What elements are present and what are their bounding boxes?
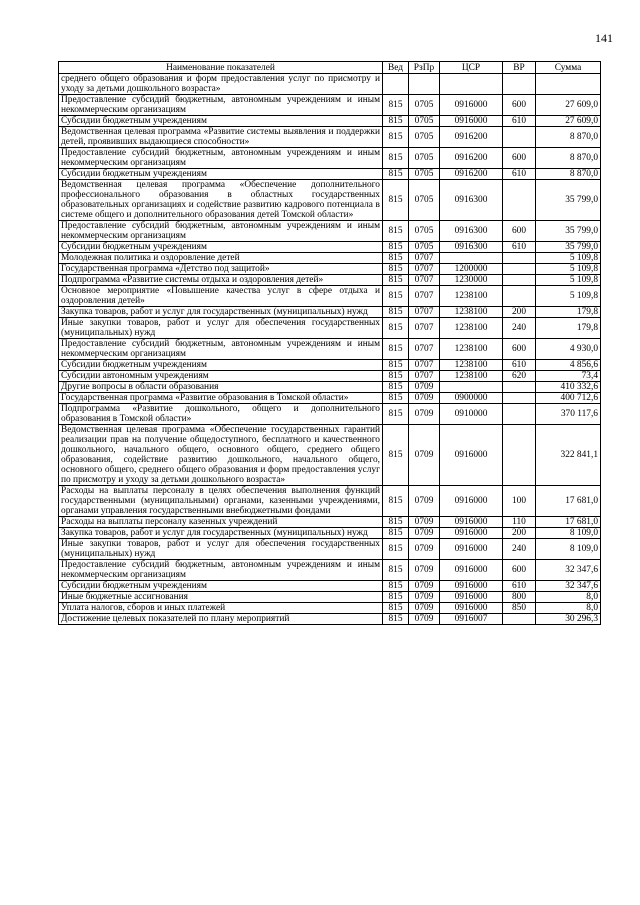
cell-csr: 0916000 bbox=[440, 517, 503, 528]
cell-vr: 200 bbox=[503, 528, 536, 539]
cell-csr: 0916000 bbox=[440, 581, 503, 592]
cell-name: Предоставление субсидий бюджетным, автономным учреждениям и иным некоммерческим организациям bbox=[59, 560, 383, 581]
cell-rzpr: 0707 bbox=[409, 339, 440, 360]
cell-csr: 0916000 bbox=[440, 539, 503, 560]
cell-csr: 0916000 bbox=[440, 560, 503, 581]
cell-ved: 815 bbox=[383, 264, 409, 275]
cell-sum: 8 870,0 bbox=[536, 148, 601, 169]
cell-ved: 815 bbox=[383, 169, 409, 180]
cell-name: Иные закупки товаров, работ и услуг для обеспечения государственных (муниципальных) нужд bbox=[59, 318, 383, 339]
cell-csr: 0916300 bbox=[440, 242, 503, 253]
cell-rzpr: 0709 bbox=[409, 592, 440, 603]
cell-vr bbox=[503, 382, 536, 393]
cell-vr bbox=[503, 425, 536, 486]
table-row bbox=[59, 148, 601, 169]
cell-sum: 8,0 bbox=[536, 603, 601, 614]
cell-csr: 0916200 bbox=[440, 127, 503, 148]
cell-sum: 35 799,0 bbox=[536, 242, 601, 253]
table-row bbox=[59, 95, 601, 116]
cell-ved: 815 bbox=[383, 528, 409, 539]
cell-csr: 1238100 bbox=[440, 318, 503, 339]
cell-sum: 8 109,0 bbox=[536, 539, 601, 560]
cell-sum: 322 841,1 bbox=[536, 425, 601, 486]
cell-sum: 17 681,0 bbox=[536, 517, 601, 528]
cell-rzpr: 0709 bbox=[409, 517, 440, 528]
cell-name: Иные бюджетные ассигнования bbox=[59, 592, 383, 603]
cell-name: Иные закупки товаров, работ и услуг для обеспечения государственных (муниципальных) нужд bbox=[59, 539, 383, 560]
cell-name: Молодежная политика и оздоровление детей bbox=[59, 253, 383, 264]
cell-sum: 27 609,0 bbox=[536, 116, 601, 127]
cell-vr bbox=[503, 286, 536, 307]
cell-ved: 815 bbox=[383, 603, 409, 614]
cell-sum: 8 109,0 bbox=[536, 528, 601, 539]
cell-vr: 600 bbox=[503, 221, 536, 242]
header-rzpr: РзПр bbox=[409, 62, 440, 74]
cell-name: Закупка товаров, работ и услуг для государственных (муниципальных) нужд bbox=[59, 307, 383, 318]
cell-ved: 815 bbox=[383, 560, 409, 581]
cell-vr: 610 bbox=[503, 242, 536, 253]
cell-ved: 815 bbox=[383, 116, 409, 127]
cell-ved: 815 bbox=[383, 393, 409, 404]
cell-sum: 17 681,0 bbox=[536, 486, 601, 517]
cell-rzpr: 0707 bbox=[409, 371, 440, 382]
cell-rzpr: 0707 bbox=[409, 318, 440, 339]
header-name: Наименование показателей bbox=[59, 62, 383, 74]
cell-csr: 1200000 bbox=[440, 264, 503, 275]
table-row bbox=[59, 307, 601, 318]
cell-sum: 410 332,6 bbox=[536, 382, 601, 393]
cell-rzpr: 0709 bbox=[409, 486, 440, 517]
cell-vr bbox=[503, 393, 536, 404]
table-row bbox=[59, 180, 601, 221]
table-row bbox=[59, 264, 601, 275]
cell-name: Предоставление субсидий бюджетным, автономным учреждениям и иным некоммерческим организациям bbox=[59, 339, 383, 360]
cell-name: Ведомственная целевая программа «Обеспечение государственных гарантий реализации прав на получение общедоступного, бесплатного и качественного дошкольного, начального общего, основного общего, среднего общего образования, содействие развитию дошкольного, начального общего, основного общего, среднего общего образования и форм предоставления услуг по присмотру и уходу за детьми дошкольного возраста» bbox=[59, 425, 383, 486]
cell-ved: 815 bbox=[383, 371, 409, 382]
cell-vr: 600 bbox=[503, 95, 536, 116]
cell-ved: 815 bbox=[383, 286, 409, 307]
cell-csr: 0916000 bbox=[440, 95, 503, 116]
cell-csr: 1238100 bbox=[440, 339, 503, 360]
cell-name: Предоставление субсидий бюджетным, автономным учреждениям и иным некоммерческим организациям bbox=[59, 221, 383, 242]
cell-name: среднего общего образования и форм предоставления услуг по присмотру и уходу за детьми дошкольного возраста» bbox=[59, 74, 383, 95]
cell-csr: 0910000 bbox=[440, 404, 503, 425]
cell-ved: 815 bbox=[383, 539, 409, 560]
cell-sum: 4 856,6 bbox=[536, 360, 601, 371]
cell-rzpr: 0709 bbox=[409, 539, 440, 560]
cell-rzpr: 0709 bbox=[409, 382, 440, 393]
cell-name: Ведомственная целевая программа «Обеспечение дополнительного профессионального образования в областных государственных образовательных организациях и содействие развитию кадрового потенциала в системе общего и дополнительного образования детей Томской области» bbox=[59, 180, 383, 221]
cell-csr bbox=[440, 74, 503, 95]
cell-sum: 73,4 bbox=[536, 371, 601, 382]
table-row bbox=[59, 592, 601, 603]
cell-csr: 1238100 bbox=[440, 360, 503, 371]
cell-name: Ведомственная целевая программа «Развитие системы выявления и поддержки детей, проявивших выдающиеся способности» bbox=[59, 127, 383, 148]
cell-sum: 8 870,0 bbox=[536, 127, 601, 148]
budget-table bbox=[58, 61, 601, 625]
cell-rzpr: 0705 bbox=[409, 116, 440, 127]
cell-rzpr bbox=[409, 74, 440, 95]
table-row bbox=[59, 371, 601, 382]
table-row bbox=[59, 221, 601, 242]
cell-vr: 610 bbox=[503, 581, 536, 592]
cell-csr: 0916200 bbox=[440, 148, 503, 169]
cell-csr: 0916007 bbox=[440, 614, 503, 625]
cell-rzpr: 0707 bbox=[409, 360, 440, 371]
cell-vr bbox=[503, 275, 536, 286]
cell-csr: 0900000 bbox=[440, 393, 503, 404]
cell-vr: 850 bbox=[503, 603, 536, 614]
cell-vr: 610 bbox=[503, 360, 536, 371]
cell-name: Субсидии бюджетным учреждениям bbox=[59, 360, 383, 371]
cell-sum: 370 117,6 bbox=[536, 404, 601, 425]
cell-name: Субсидии автономным учреждениям bbox=[59, 371, 383, 382]
cell-csr: 1238100 bbox=[440, 307, 503, 318]
cell-vr bbox=[503, 127, 536, 148]
cell-name: Субсидии бюджетным учреждениям bbox=[59, 242, 383, 253]
table-row bbox=[59, 393, 601, 404]
cell-ved: 815 bbox=[383, 360, 409, 371]
cell-rzpr: 0705 bbox=[409, 127, 440, 148]
cell-rzpr: 0707 bbox=[409, 264, 440, 275]
cell-rzpr: 0707 bbox=[409, 253, 440, 264]
cell-vr: 600 bbox=[503, 560, 536, 581]
cell-vr: 600 bbox=[503, 148, 536, 169]
cell-rzpr: 0705 bbox=[409, 95, 440, 116]
cell-rzpr: 0709 bbox=[409, 614, 440, 625]
table-row bbox=[59, 404, 601, 425]
cell-vr bbox=[503, 264, 536, 275]
cell-ved bbox=[383, 74, 409, 95]
table-row bbox=[59, 581, 601, 592]
table-row bbox=[59, 116, 601, 127]
cell-sum: 32 347,6 bbox=[536, 560, 601, 581]
table-row bbox=[59, 169, 601, 180]
cell-ved: 815 bbox=[383, 404, 409, 425]
table-row bbox=[59, 318, 601, 339]
cell-sum: 4 930,0 bbox=[536, 339, 601, 360]
table-row bbox=[59, 486, 601, 517]
table-row bbox=[59, 528, 601, 539]
cell-vr bbox=[503, 253, 536, 264]
cell-rzpr: 0709 bbox=[409, 603, 440, 614]
table-row bbox=[59, 425, 601, 486]
cell-rzpr: 0709 bbox=[409, 404, 440, 425]
cell-csr: 0916000 bbox=[440, 528, 503, 539]
cell-rzpr: 0709 bbox=[409, 581, 440, 592]
table-row bbox=[59, 382, 601, 393]
cell-vr: 240 bbox=[503, 539, 536, 560]
cell-sum: 400 712,6 bbox=[536, 393, 601, 404]
cell-csr: 0916300 bbox=[440, 221, 503, 242]
cell-vr: 610 bbox=[503, 169, 536, 180]
cell-csr: 0916300 bbox=[440, 180, 503, 221]
cell-csr: 0916000 bbox=[440, 592, 503, 603]
cell-vr: 600 bbox=[503, 339, 536, 360]
cell-rzpr: 0707 bbox=[409, 275, 440, 286]
cell-ved: 815 bbox=[383, 242, 409, 253]
cell-ved: 815 bbox=[383, 307, 409, 318]
table-row bbox=[59, 127, 601, 148]
cell-sum: 5 109,8 bbox=[536, 275, 601, 286]
cell-rzpr: 0709 bbox=[409, 425, 440, 486]
cell-vr: 800 bbox=[503, 592, 536, 603]
cell-rzpr: 0707 bbox=[409, 307, 440, 318]
cell-vr: 610 bbox=[503, 116, 536, 127]
table-header-row bbox=[59, 62, 601, 74]
cell-vr: 620 bbox=[503, 371, 536, 382]
header-ved: Вед bbox=[383, 62, 409, 74]
cell-name: Уплата налогов, сборов и иных платежей bbox=[59, 603, 383, 614]
cell-sum: 5 109,8 bbox=[536, 253, 601, 264]
cell-vr bbox=[503, 180, 536, 221]
cell-vr bbox=[503, 614, 536, 625]
cell-csr: 1230000 bbox=[440, 275, 503, 286]
cell-csr: 1238100 bbox=[440, 286, 503, 307]
cell-csr: 0916000 bbox=[440, 486, 503, 517]
cell-csr: 0916000 bbox=[440, 603, 503, 614]
cell-ved: 815 bbox=[383, 486, 409, 517]
table-row bbox=[59, 339, 601, 360]
table-row bbox=[59, 360, 601, 371]
cell-name: Предоставление субсидий бюджетным, автономным учреждениям и иным некоммерческим организациям bbox=[59, 148, 383, 169]
header-sum: Сумма bbox=[536, 62, 601, 74]
table-row bbox=[59, 539, 601, 560]
cell-sum: 27 609,0 bbox=[536, 95, 601, 116]
cell-ved: 815 bbox=[383, 221, 409, 242]
cell-rzpr: 0705 bbox=[409, 169, 440, 180]
cell-sum: 35 799,0 bbox=[536, 180, 601, 221]
page-number: 141 bbox=[595, 31, 613, 45]
cell-name: Расходы на выплаты персоналу казенных учреждений bbox=[59, 517, 383, 528]
cell-sum: 179,8 bbox=[536, 307, 601, 318]
cell-rzpr: 0709 bbox=[409, 560, 440, 581]
cell-ved: 815 bbox=[383, 517, 409, 528]
cell-vr: 240 bbox=[503, 318, 536, 339]
cell-ved: 815 bbox=[383, 581, 409, 592]
cell-name: Основное мероприятие «Повышение качества услуг в сфере отдыха и оздоровления детей» bbox=[59, 286, 383, 307]
header-vr: ВР bbox=[503, 62, 536, 74]
cell-name: Закупка товаров, работ и услуг для государственных (муниципальных) нужд bbox=[59, 528, 383, 539]
cell-ved: 815 bbox=[383, 425, 409, 486]
cell-sum bbox=[536, 74, 601, 95]
table-row bbox=[59, 560, 601, 581]
cell-rzpr: 0705 bbox=[409, 221, 440, 242]
cell-name: Предоставление субсидий бюджетным, автономным учреждениям и иным некоммерческим организациям bbox=[59, 95, 383, 116]
cell-name: Достижение целевых показателей по плану мероприятий bbox=[59, 614, 383, 625]
header-csr: ЦСР bbox=[440, 62, 503, 74]
cell-vr bbox=[503, 74, 536, 95]
table-row bbox=[59, 614, 601, 625]
cell-csr: 1238100 bbox=[440, 371, 503, 382]
cell-name: Другие вопросы в области образования bbox=[59, 382, 383, 393]
table-row bbox=[59, 74, 601, 95]
cell-csr: 0916200 bbox=[440, 169, 503, 180]
cell-vr: 100 bbox=[503, 486, 536, 517]
table-row bbox=[59, 253, 601, 264]
cell-ved: 815 bbox=[383, 339, 409, 360]
cell-name: Расходы на выплаты персоналу в целях обеспечения выполнения функций государственными (муниципальными) органами, казенными учреждениями, органами управления государственными внебюджетными фондами bbox=[59, 486, 383, 517]
cell-ved: 815 bbox=[383, 382, 409, 393]
cell-name: Подпрограмма «Развитие системы отдыха и оздоровления детей» bbox=[59, 275, 383, 286]
table-row bbox=[59, 242, 601, 253]
cell-ved: 815 bbox=[383, 592, 409, 603]
cell-sum: 8,0 bbox=[536, 592, 601, 603]
cell-ved: 815 bbox=[383, 614, 409, 625]
cell-ved: 815 bbox=[383, 318, 409, 339]
cell-ved: 815 bbox=[383, 275, 409, 286]
cell-rzpr: 0705 bbox=[409, 180, 440, 221]
table-row bbox=[59, 286, 601, 307]
table-row bbox=[59, 603, 601, 614]
cell-ved: 815 bbox=[383, 253, 409, 264]
cell-name: Подпрограмма «Развитие дошкольного, общего и дополнительного образования в Томской области» bbox=[59, 404, 383, 425]
cell-ved: 815 bbox=[383, 180, 409, 221]
cell-rzpr: 0707 bbox=[409, 286, 440, 307]
cell-sum: 179,8 bbox=[536, 318, 601, 339]
cell-name: Субсидии бюджетным учреждениям bbox=[59, 169, 383, 180]
cell-csr: 0916000 bbox=[440, 425, 503, 486]
cell-csr bbox=[440, 253, 503, 264]
cell-name: Субсидии бюджетным учреждениям bbox=[59, 116, 383, 127]
table-row bbox=[59, 275, 601, 286]
cell-vr: 200 bbox=[503, 307, 536, 318]
table-row bbox=[59, 517, 601, 528]
cell-rzpr: 0705 bbox=[409, 148, 440, 169]
cell-vr: 110 bbox=[503, 517, 536, 528]
cell-rzpr: 0709 bbox=[409, 528, 440, 539]
cell-name: Государственная программа «Развитие образования в Томской области» bbox=[59, 393, 383, 404]
cell-sum: 5 109,8 bbox=[536, 286, 601, 307]
cell-csr: 0916000 bbox=[440, 116, 503, 127]
cell-sum: 30 296,3 bbox=[536, 614, 601, 625]
cell-csr bbox=[440, 382, 503, 393]
cell-sum: 32 347,6 bbox=[536, 581, 601, 592]
cell-sum: 5 109,8 bbox=[536, 264, 601, 275]
cell-sum: 35 799,0 bbox=[536, 221, 601, 242]
cell-rzpr: 0709 bbox=[409, 393, 440, 404]
cell-vr bbox=[503, 404, 536, 425]
cell-sum: 8 870,0 bbox=[536, 169, 601, 180]
cell-name: Государственная программа «Детство под защитой» bbox=[59, 264, 383, 275]
cell-ved: 815 bbox=[383, 127, 409, 148]
cell-rzpr: 0705 bbox=[409, 242, 440, 253]
cell-ved: 815 bbox=[383, 95, 409, 116]
cell-name: Субсидии бюджетным учреждениям bbox=[59, 581, 383, 592]
cell-ved: 815 bbox=[383, 148, 409, 169]
